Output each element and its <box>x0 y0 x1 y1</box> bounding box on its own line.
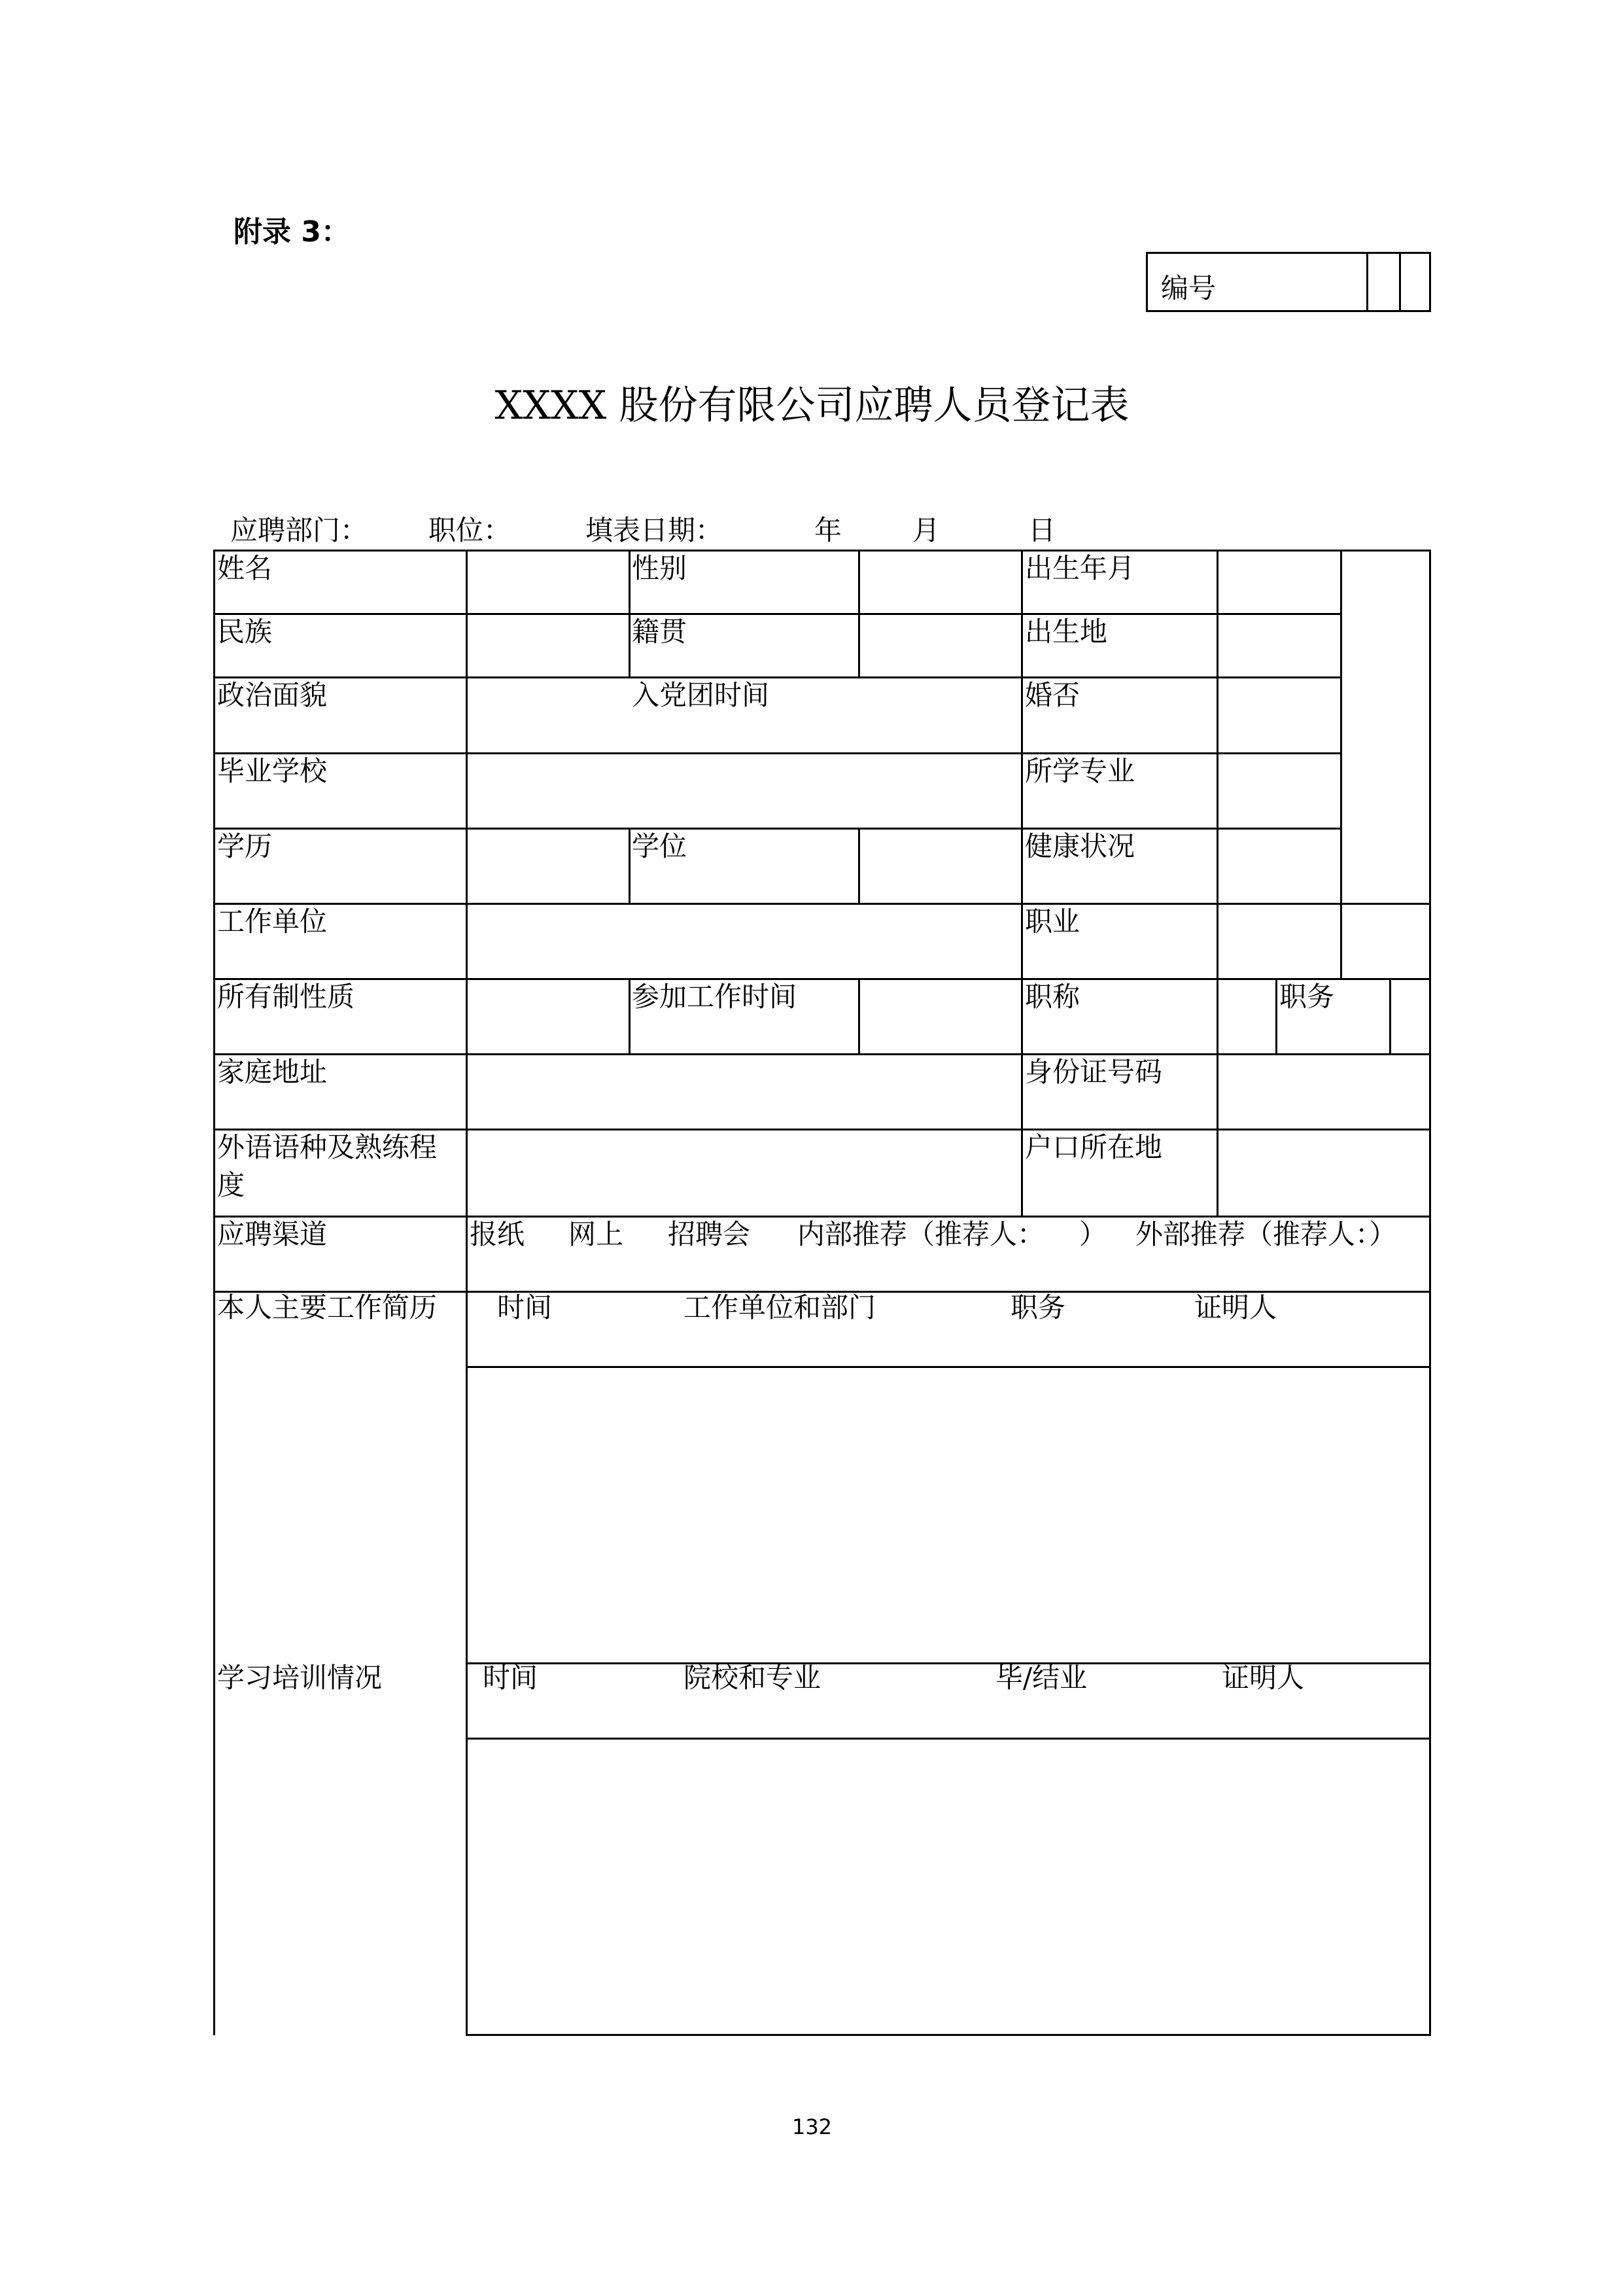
training-header-graduation: 毕/结业 <box>995 1662 1088 1694</box>
table-rule <box>1217 550 1218 1055</box>
serial-number-cell[interactable] <box>1399 254 1401 310</box>
table-border-top <box>213 550 1431 552</box>
label-birth-date: 出生年月 <box>1025 552 1135 584</box>
label-health: 健康状况 <box>1025 830 1135 862</box>
label-education: 学历 <box>217 830 273 862</box>
table-rule <box>858 828 860 905</box>
label-employer: 工作单位 <box>217 905 328 937</box>
meta-day-label: 日 <box>1028 514 1056 546</box>
table-rule <box>1340 550 1342 980</box>
label-training: 学习培训情况 <box>217 1662 383 1694</box>
table-rule <box>213 613 1340 615</box>
work-history-header-unit: 工作单位和部门 <box>683 1291 876 1323</box>
label-gender: 性别 <box>632 552 687 584</box>
table-rule <box>466 1738 1431 1740</box>
label-name: 姓名 <box>217 552 273 584</box>
label-channel: 应聘渠道 <box>217 1218 328 1250</box>
meta-month-label: 月 <box>912 514 941 546</box>
table-rule <box>1217 1053 1218 1218</box>
label-foreign-language: 外语语种及熟练程度 <box>217 1131 438 1201</box>
channel-online[interactable]: 网上 <box>568 1218 624 1250</box>
label-id-number: 身份证号码 <box>1025 1056 1163 1088</box>
table-rule <box>213 1053 1431 1055</box>
label-hukou: 户口所在地 <box>1025 1131 1163 1163</box>
label-party-join-date: 入党团时间 <box>632 679 770 711</box>
label-birthplace: 出生地 <box>1025 616 1108 648</box>
label-degree: 学位 <box>632 830 687 862</box>
meta-position-label: 职位： <box>428 514 511 546</box>
label-professional-title: 职称 <box>1025 981 1080 1013</box>
table-rule <box>629 978 631 1055</box>
table-rule <box>1275 978 1277 1055</box>
work-history-header-witness: 证明人 <box>1194 1291 1277 1323</box>
page-number: 132 <box>791 2114 833 2139</box>
work-history-header-time: 时间 <box>497 1291 553 1323</box>
channel-external-referral[interactable]: 外部推荐（推荐人：） <box>1135 1218 1397 1250</box>
work-history-header-duty: 职务 <box>1011 1291 1066 1323</box>
meta-fill-date-label: 填表日期： <box>585 514 723 546</box>
label-major: 所学专业 <box>1025 755 1135 787</box>
table-rule <box>213 828 1340 830</box>
table-rule <box>858 550 860 678</box>
table-rule <box>213 978 1431 980</box>
form-title: XXXX 股份有限公司应聘人员登记表 <box>494 383 1130 429</box>
meta-year-label: 年 <box>814 514 842 546</box>
table-rule <box>629 550 631 678</box>
table-rule <box>466 550 468 2036</box>
table-rule <box>1021 550 1023 1218</box>
appendix-label: 附录 3： <box>233 215 350 249</box>
table-border-bottom <box>466 2034 1431 2036</box>
channel-internal-referral[interactable]: 内部推荐（推荐人： <box>797 1218 1045 1250</box>
training-header-witness: 证明人 <box>1222 1662 1305 1694</box>
label-home-address: 家庭地址 <box>217 1056 328 1088</box>
table-rule <box>213 676 1340 678</box>
label-occupation: 职业 <box>1025 905 1080 937</box>
channel-job-fair[interactable]: 招聘会 <box>668 1218 751 1250</box>
label-work-history: 本人主要工作简历 <box>217 1291 438 1323</box>
training-header-school: 院校和专业 <box>683 1662 821 1694</box>
label-school: 毕业学校 <box>217 755 328 787</box>
channel-internal-referral-close: ） <box>1079 1218 1107 1250</box>
table-rule <box>466 1366 1431 1368</box>
serial-number-box <box>1146 252 1431 312</box>
table-rule <box>858 978 860 1055</box>
table-rule <box>629 828 631 905</box>
table-border-left <box>213 550 215 2035</box>
serial-number-label: 编号 <box>1161 272 1217 304</box>
training-header-time: 时间 <box>483 1662 538 1694</box>
label-native-place: 籍贯 <box>632 616 687 648</box>
channel-newspaper[interactable]: 报纸 <box>470 1218 525 1250</box>
table-rule <box>213 752 1340 754</box>
serial-number-cell[interactable] <box>1366 254 1368 310</box>
label-political-status: 政治面貌 <box>217 679 328 711</box>
table-rule <box>213 903 1431 905</box>
label-marital-status: 婚否 <box>1025 679 1080 711</box>
meta-dept-label: 应聘部门： <box>230 514 368 546</box>
table-border-right <box>1429 550 1431 2036</box>
label-ethnicity: 民族 <box>217 616 273 648</box>
label-ownership: 所有制性质 <box>217 981 355 1013</box>
table-rule <box>1389 978 1391 1055</box>
label-duty: 职务 <box>1279 981 1335 1013</box>
label-work-start-date: 参加工作时间 <box>632 981 797 1013</box>
